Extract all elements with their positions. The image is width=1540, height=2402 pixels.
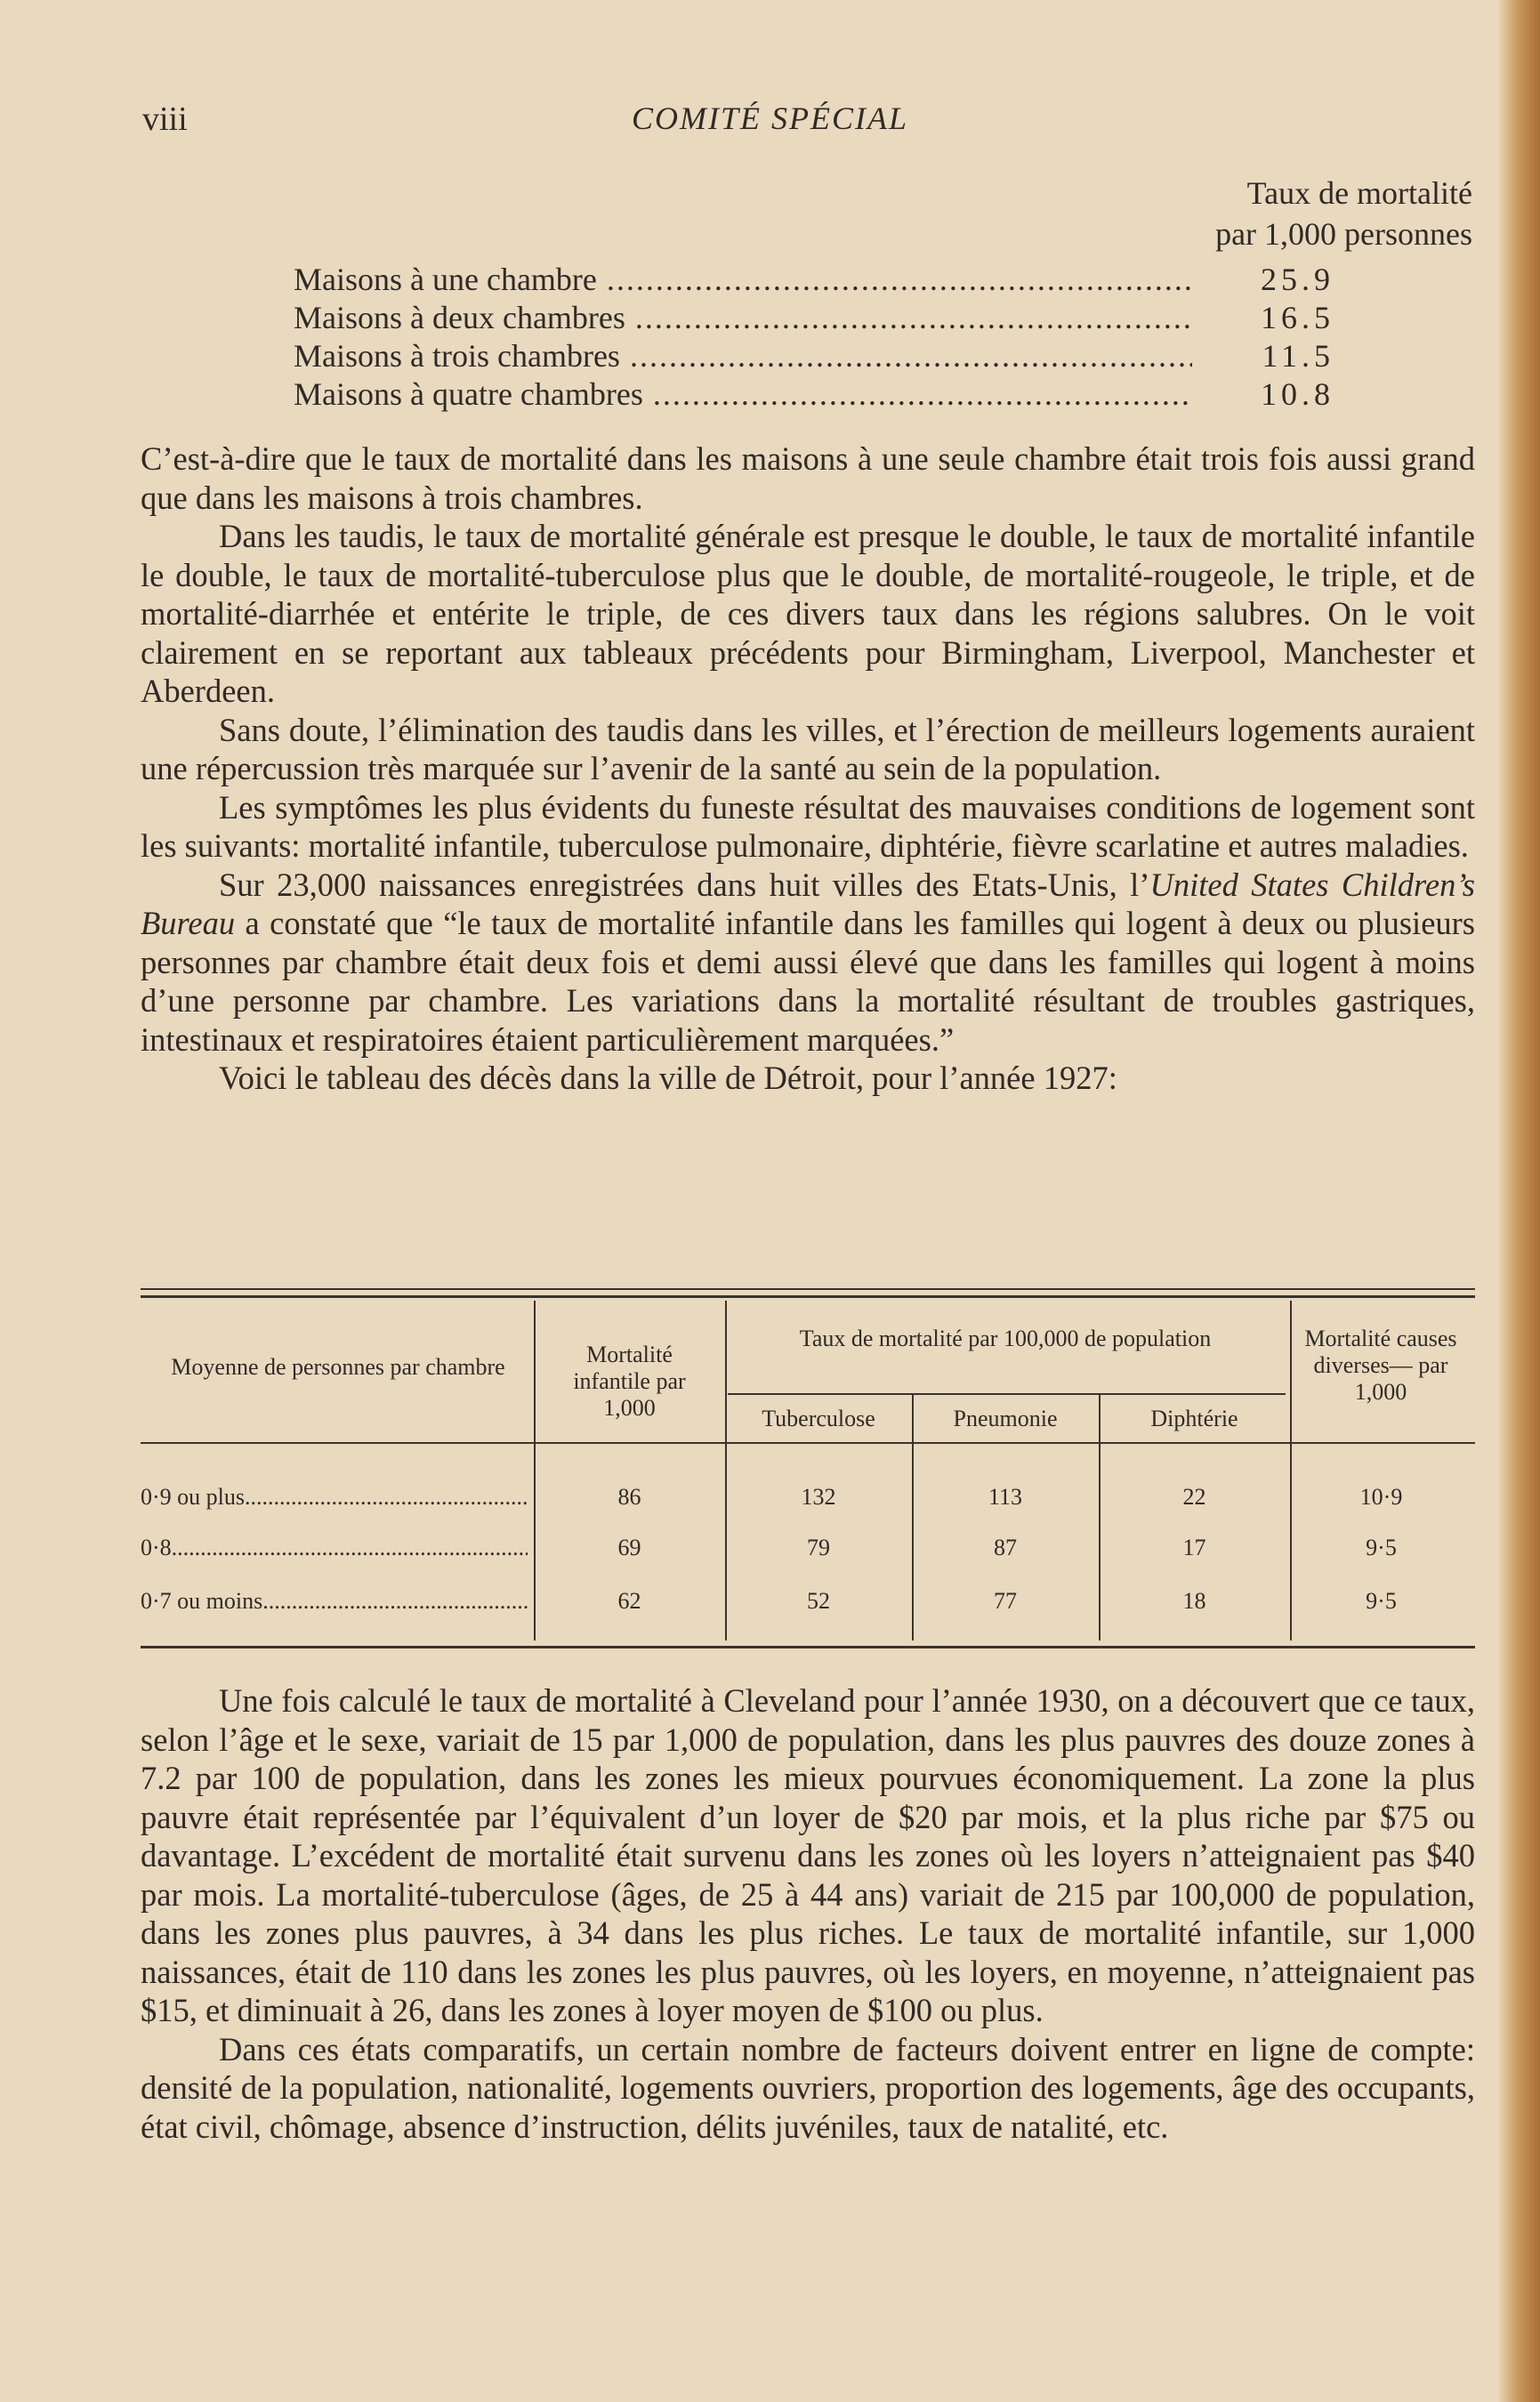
rates-row bbox=[294, 336, 1334, 375]
rates-row bbox=[294, 260, 1334, 299]
paragraph: Sans doute, l’élimination des taudis dans les villes, et l’érection de meilleurs logements auraient une répercussion très marquée sur l’avenir de la santé au sein de la population. bbox=[141, 711, 1475, 786]
cell-tuberculosis: 52 bbox=[807, 1588, 830, 1614]
paragraph: Dans les taudis, le taux de mortalité générale est presque le double, le taux de mortalité infantile le double, le taux de mortalité-tuberculose plus que le double, de mortalité-rougeole, le triple, et de mortalité-diarrhée et entérite le triple, de ces divers taux dans les régions salubres. On le voit clairement en se reportant aux tableaux précédents pour Birmingham, Liverpool, Manchester et Aberdeen. bbox=[141, 518, 1475, 709]
cell-diphtheria: 18 bbox=[1182, 1588, 1206, 1614]
header-misc-mortality: Mortalité causes diverses— par 1,000 bbox=[1304, 1326, 1457, 1405]
cell-pneumonia: 77 bbox=[994, 1588, 1017, 1614]
cell-pneumonia: 113 bbox=[988, 1484, 1023, 1510]
lower-text-block bbox=[141, 1681, 1475, 2146]
cell-infant: 86 bbox=[617, 1484, 641, 1510]
italic-organization: United States Children’s Bureau bbox=[141, 866, 1476, 941]
header-rate-group: Taux de mortalité par 100,000 de population bbox=[799, 1326, 1212, 1351]
header-tuberculosis: Tuberculose bbox=[762, 1406, 875, 1431]
rates-column-header bbox=[1152, 173, 1472, 254]
cell-diphtheria: 17 bbox=[1182, 1535, 1206, 1560]
paragraph: Une fois calculé le taux de mortalité à Cleveland pour l’année 1930, on a découvert que ce taux, selon l’âge et le sexe, variait de 15 par 1,000 de population, dans les plus pauvres des douze zones à 7.2 par 100 de population, dans les zones les mieux pourvues économiquement. La zone la plus pauvre était représentée par l’équivalent d’un loyer de $20 par mois, et la plus riche par $75 ou davantage. L’excédent de mortalité était survenu dans les zones où les loyers n’atteignaient pas $40 par mois. La mortalité-tuberculose (âges, de 25 à 44 ans) variait de 215 par 100,000 de population, dans les zones plus pauvres, à 34 dans les plus riches. Le taux de mortalité infantile, sur 1,000 naissances, était de 110 dans les zones les plus pauvres, où les loyers, en moyenne, n’atteignaient pas $15, et diminuait à 26, dans les zones à loyer moyen de $100 ou plus. bbox=[141, 1682, 1475, 2028]
cell-misc: 10·9 bbox=[1359, 1484, 1403, 1510]
rates-header-line2: par 1,000 personnes bbox=[1215, 216, 1472, 252]
row-label: 0·8 ..... bbox=[141, 1535, 528, 1561]
header-pneumonia: Pneumonie bbox=[953, 1406, 1058, 1431]
cell-misc: 9·5 bbox=[1366, 1588, 1397, 1614]
table-top-rule bbox=[141, 1288, 1475, 1290]
paragraph: Les symptômes les plus évidents du funeste résultat des mauvaises conditions de logement sont les suivants: mortalité infantile, tuberculose pulmonaire, diphtérie, fièvre scarlatine et autres maladies. bbox=[141, 788, 1475, 864]
paragraph: Sur 23,000 naissances enregistrées dans huit villes des Etats-Unis, l’United States Children’s Bureau a constaté que “le taux de mortalité infantile dans les familles qui logent à deux ou plusieurs personnes par chambre était deux fois et demi aussi élevé que dans les familles qui logent à moins d’une personne par chambre. Les variations dans la mortalité résultant de troubles gastriques, intestinaux et respiratoires étaient particulièrement marquées.” bbox=[141, 866, 1476, 1058]
rates-row bbox=[294, 375, 1334, 414]
rates-row-label: Maisons à quatre chambres ..... bbox=[294, 375, 1192, 414]
cell-diphtheria: 22 bbox=[1182, 1484, 1206, 1510]
column-divider bbox=[725, 1301, 727, 1640]
column-divider bbox=[1290, 1301, 1292, 1640]
rates-row-value: 11.5 bbox=[1262, 338, 1334, 374]
paragraph: Voici le tableau des décès dans la ville de Détroit, pour l’année 1927: bbox=[219, 1060, 1117, 1096]
cell-infant: 62 bbox=[617, 1588, 641, 1614]
rates-header-line1: Taux de mortalité bbox=[1246, 175, 1472, 211]
header-persons-per-room: Moyenne de personnes par chambre bbox=[171, 1354, 505, 1380]
cell-tuberculosis: 132 bbox=[801, 1484, 836, 1510]
paragraph: C’est-à-dire que le taux de mortalité dans les maisons à une seule chambre était trois fois aussi grand que dans les maisons à trois chambres. bbox=[141, 440, 1475, 516]
header-sub-rule bbox=[728, 1393, 1286, 1395]
rates-row-value: 16.5 bbox=[1261, 300, 1334, 335]
cell-pneumonia: 87 bbox=[994, 1535, 1017, 1560]
rates-row-label: Maisons à deux chambres ..... bbox=[294, 298, 1192, 337]
page-edge bbox=[1499, 0, 1540, 2402]
rates-row bbox=[294, 298, 1334, 337]
column-divider bbox=[1099, 1395, 1101, 1640]
running-title: COMITÉ SPÉCIAL bbox=[632, 101, 908, 136]
upper-text-block bbox=[141, 439, 1475, 1098]
row-label: 0·7 ou moins ..... bbox=[141, 1588, 528, 1615]
rates-row-label: Maisons à une chambre ..... bbox=[294, 260, 1192, 299]
table-bottom-rule bbox=[141, 1646, 1475, 1648]
paragraph: Dans ces états comparatifs, un certain nombre de facteurs doivent entrer en ligne de compte: densité de la population, nationalité, logements ouvriers, proportion des logements, âge des occupants, état civil, chômage, absence d’instruction, délits juvéniles, taux de natalité, etc. bbox=[141, 2030, 1475, 2145]
column-divider bbox=[912, 1395, 914, 1640]
column-divider bbox=[534, 1301, 536, 1640]
rates-row-value: 10.8 bbox=[1261, 376, 1334, 412]
header-infant-mortality: Mortalité infantile par 1,000 bbox=[573, 1342, 686, 1421]
table-top-rule bbox=[141, 1295, 1475, 1298]
header-diphtheria: Diphtérie bbox=[1150, 1406, 1238, 1431]
cell-tuberculosis: 79 bbox=[807, 1535, 830, 1560]
rates-row-label: Maisons à trois chambres ..... bbox=[294, 336, 1192, 375]
row-label: 0·9 ou plus ..... bbox=[141, 1484, 528, 1511]
cell-misc: 9·5 bbox=[1366, 1535, 1397, 1560]
header-bottom-rule bbox=[141, 1442, 1475, 1444]
page-number: viii bbox=[142, 101, 188, 138]
rates-row-value: 25.9 bbox=[1261, 262, 1334, 297]
cell-infant: 69 bbox=[617, 1535, 641, 1560]
